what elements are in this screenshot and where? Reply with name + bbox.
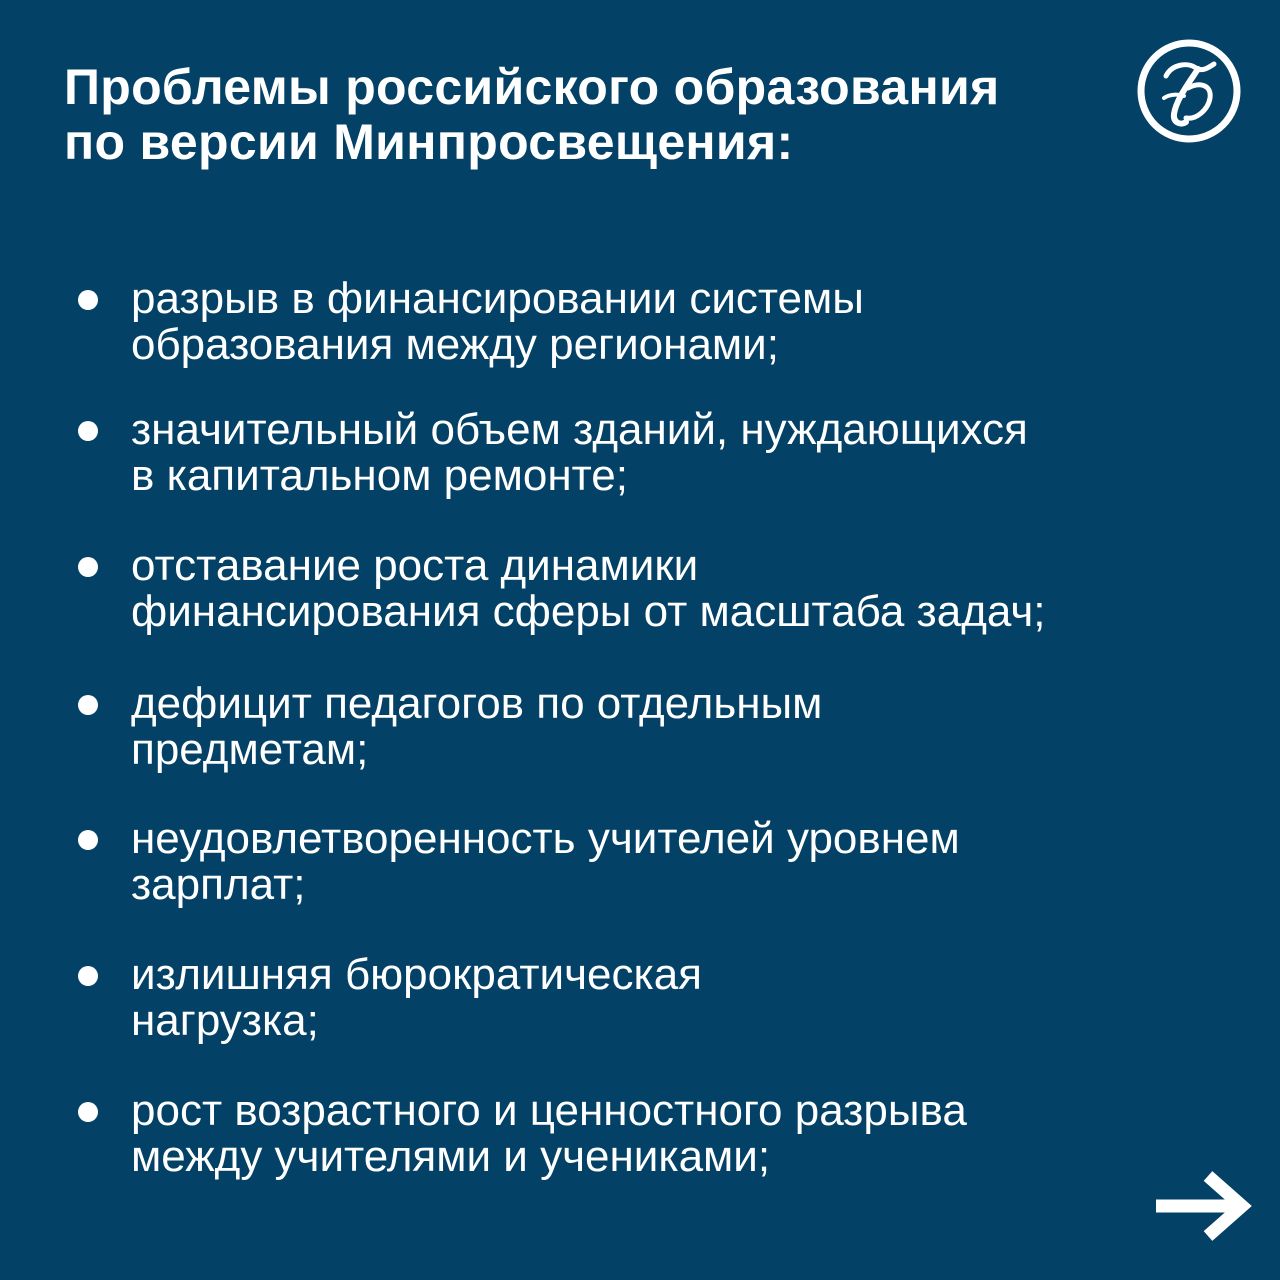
bullet-icon bbox=[78, 557, 98, 577]
bullet-icon bbox=[78, 421, 98, 441]
page-title bbox=[64, 60, 1144, 170]
list-item-line-2: между учителями и учениками; bbox=[131, 1132, 771, 1181]
list-item-line-1: отставание роста динамики bbox=[131, 541, 699, 590]
list-item-line-2: зарплат; bbox=[131, 860, 306, 909]
list-item-line-2: финансирования сферы от масштаба задач; bbox=[131, 587, 1046, 636]
arrow-right-icon[interactable] bbox=[1150, 1168, 1254, 1244]
bullet-icon bbox=[78, 695, 98, 715]
list-item-line-1: рост возрастного и ценностного разрыва bbox=[131, 1086, 967, 1135]
list-item-line-2: образования между регионами; bbox=[131, 320, 779, 369]
bullet-icon bbox=[78, 1102, 98, 1122]
list-item-line-1: значительный объем зданий, нуждающихся bbox=[131, 405, 1028, 454]
title-line-2: по версии Минпросвещения: bbox=[64, 114, 794, 170]
bullet-icon bbox=[78, 966, 98, 986]
title-line-1: Проблемы российского образования bbox=[64, 59, 1000, 115]
list-item-line-1: дефицит педагогов по отдельным bbox=[131, 679, 823, 728]
list-item-line-2: нагрузка; bbox=[131, 996, 319, 1045]
publication-logo-icon bbox=[1136, 38, 1242, 144]
list-item-line-2: в капитальном ремонте; bbox=[131, 451, 628, 500]
list-item-line-1: излишняя бюрократическая bbox=[131, 950, 702, 999]
list-item-line-1: разрыв в финансировании системы bbox=[131, 274, 864, 323]
list-item-line-2: предметам; bbox=[131, 725, 369, 774]
list-item-line-1: неудовлетворенность учителей уровнем bbox=[131, 814, 960, 863]
bullet-icon bbox=[78, 830, 98, 850]
bullet-icon bbox=[78, 290, 98, 310]
